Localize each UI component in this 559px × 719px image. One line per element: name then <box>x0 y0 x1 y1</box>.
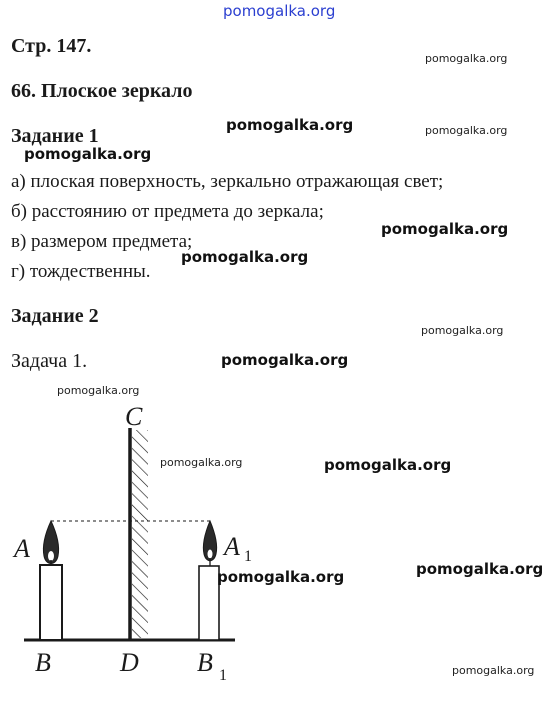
top-watermark: pomogalka.org <box>223 2 336 20</box>
task1-answer-d: г) тождественны. <box>11 261 151 282</box>
label-c: C <box>125 402 143 431</box>
watermark-label: pomogalka.org <box>421 324 504 337</box>
task1-title: Задание 1 <box>11 125 99 147</box>
candle-body <box>40 565 62 640</box>
page-number: Стр. 147. <box>11 35 92 57</box>
label-b1: B <box>197 648 213 677</box>
watermark-label: pomogalka.org <box>452 664 535 677</box>
task1-answer-c: в) размером предмета; <box>11 231 193 252</box>
candle-image-body <box>199 566 219 640</box>
watermark-label: pomogalka.org <box>425 124 508 137</box>
flame-image-core <box>208 550 213 559</box>
problem-label: Задача 1. <box>11 350 88 372</box>
watermark-label: pomogalka.org <box>416 560 544 578</box>
label-a1-sub: 1 <box>244 548 252 565</box>
watermark-label: pomogalka.org <box>181 248 309 266</box>
watermark-label: pomogalka.org <box>217 568 345 586</box>
watermark-label: pomogalka.org <box>57 384 140 397</box>
mirror-hatching <box>132 430 148 638</box>
watermark-label: pomogalka.org <box>425 52 508 65</box>
task1-answer-a: а) плоская поверхность, зеркально отражающая свет; <box>11 171 444 192</box>
watermark-label: pomogalka.org <box>221 351 349 369</box>
watermark-label: pomogalka.org <box>24 145 152 163</box>
section-title: 66. Плоское зеркало <box>11 80 193 102</box>
watermark-label: pomogalka.org <box>160 456 243 469</box>
task1-answer-b: б) расстоянию от предмета до зеркала; <box>11 201 324 222</box>
watermark-label: pomogalka.org <box>381 220 509 238</box>
label-a1: A <box>224 532 240 561</box>
watermark-label: pomogalka.org <box>226 116 354 134</box>
label-b: B <box>35 648 51 677</box>
task2-title: Задание 2 <box>11 305 99 327</box>
watermark-label: pomogalka.org <box>324 456 452 474</box>
flame-core <box>48 551 54 561</box>
label-a: A <box>14 534 30 563</box>
label-d: D <box>120 648 139 677</box>
label-b1-sub: 1 <box>219 667 227 684</box>
